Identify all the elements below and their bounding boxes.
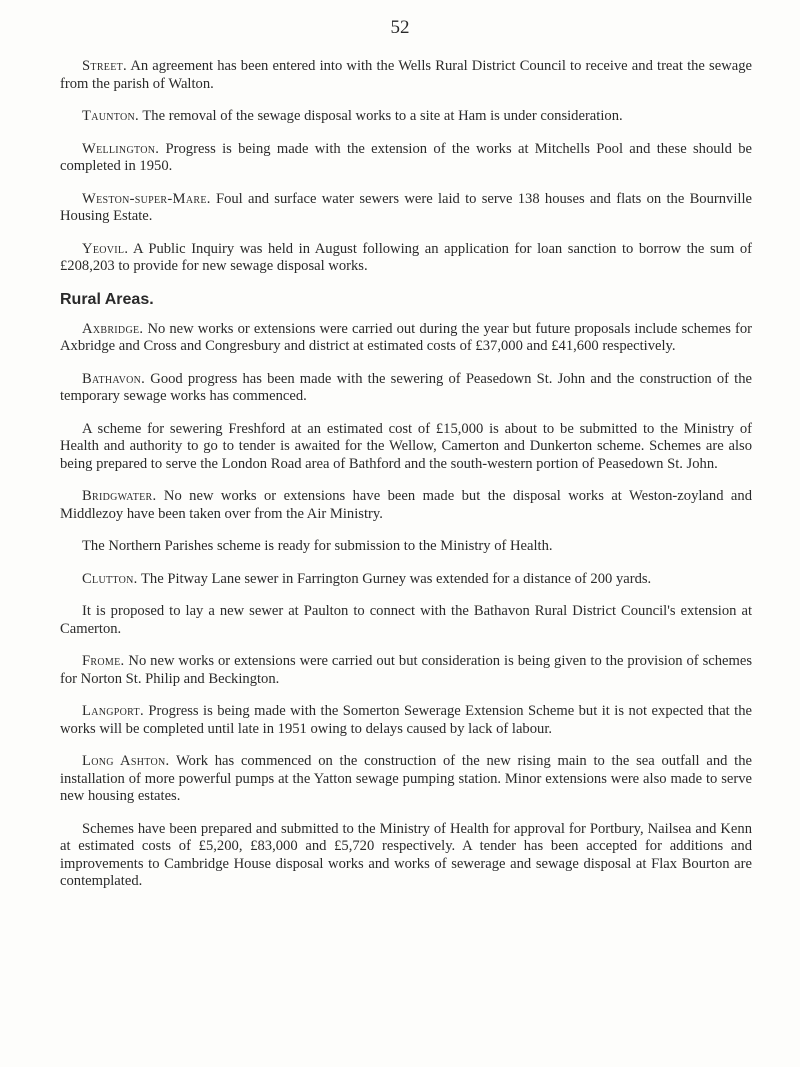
paragraph-text: A scheme for sewering Freshford at an estimated cost of £15,000 is about to be submitted to the Ministry of Health and authority to go to tender is awaited for the Wellow, Camerton and Dunkerton scheme. Schemes are also being prepared to serve the London Road area of Bathford and the south-western portion of Peasedown St. John.: [60, 420, 752, 472]
district-name: Weston-super-Mare.: [82, 190, 211, 207]
district-name: Frome.: [82, 653, 125, 669]
paragraph: [60, 488, 752, 523]
paragraph: [60, 321, 752, 356]
document-body: [60, 58, 752, 906]
rural-district-paragraphs: [60, 321, 752, 891]
district-name: Bathavon.: [82, 370, 146, 387]
paragraph-text: Good progress has been made with the sewering of Peasedown St. John and the construction of the temporary sewage works has commenced.: [60, 370, 753, 404]
paragraph: [60, 108, 752, 126]
paragraph-text: An agreement has been entered into with the Wells Rural District Council to receive and treat the sewage from the parish of Walton.: [60, 58, 753, 92]
paragraph: [60, 538, 752, 556]
paragraph-text: No new works or extensions were carried out during the year but future proposals include schemes for Axbridge and Cross and Congresbury and district at estimated costs of £37,000 and £41,600 respectively.: [60, 320, 752, 354]
page-number: 52: [390, 17, 410, 38]
paragraph: [60, 821, 752, 891]
paragraph-text: It is proposed to lay a new sewer at Paulton to connect with the Bathavon Rural District Council's extension at Camerton.: [60, 603, 752, 637]
paragraph-text: Progress is being made with the extension of the works at Mitchells Pool and these should be completed in 1950.: [60, 140, 752, 174]
urban-district-paragraphs: [60, 58, 752, 276]
paragraph-text: No new works or extensions have been made but the disposal works at Weston-zoyland and Middlezoy have been taken over from the Air Ministry.: [60, 488, 752, 522]
paragraph-text: No new works or extensions were carried out but consideration is being given to the provision of schemes for Norton St. Philip and Beckington.: [60, 653, 753, 687]
district-name: Long Ashton.: [82, 753, 170, 769]
district-name: Street.: [82, 58, 127, 74]
paragraph: [60, 191, 752, 226]
district-name: Clutton.: [82, 570, 138, 587]
paragraph: [60, 653, 752, 688]
district-name: Wellington.: [82, 140, 160, 157]
paragraph: [60, 703, 752, 738]
paragraph: [60, 603, 752, 638]
district-name: Yeovil.: [82, 240, 129, 257]
paragraph-text: The Pitway Lane sewer in Farrington Gurney was extended for a distance of 200 yards.: [140, 570, 652, 587]
district-name: Taunton.: [82, 108, 139, 124]
paragraph: [60, 421, 752, 474]
paragraph: [60, 371, 752, 406]
district-name: Axbridge.: [82, 320, 144, 337]
paragraph-text: Progress is being made with the Somerton Sewerage Extension Scheme but it is not expected that the works will be completed until late in 1951 owing to delays caused by lack of labour.: [60, 703, 752, 737]
paragraph-text: The Northern Parishes scheme is ready for submission to the Ministry of Health.: [82, 538, 553, 554]
paragraph-text: Work has commenced on the construction of the new rising main to the sea outfall and the installation of more powerful pumps at the Yatton sewage pumping station. Minor extensions were also made to serve new housing estates.: [60, 753, 752, 804]
paragraph: [60, 241, 752, 276]
paragraph-text: The removal of the sewage disposal works to a site at Ham is under consideration.: [142, 108, 623, 124]
section-heading-rural-areas: Rural Areas.: [60, 290, 154, 308]
district-name: Langport.: [82, 703, 144, 719]
paragraph: [60, 753, 752, 806]
paragraph: [60, 58, 752, 93]
district-name: Bridgwater.: [82, 488, 157, 504]
paragraph: [60, 571, 752, 589]
paragraph-text: Foul and surface water sewers were laid to serve 138 houses and flats on the Bournville Housing Estate.: [60, 190, 752, 224]
paragraph-text: A Public Inquiry was held in August following an application for loan sanction to borrow the sum of £208,203 to provide for new sewage disposal works.: [60, 240, 753, 274]
paragraph-text: Schemes have been prepared and submitted to the Ministry of Health for approval for Portbury, Nailsea and Kenn at estimated costs of £5,200, £83,000 and £5,720 respectively. A tender has been accepted for additions and improvements to Cambridge House disposal works and works of sewerage and sewage disposal at Flax Bourton are contemplated.: [60, 820, 752, 889]
paragraph: [60, 141, 752, 176]
